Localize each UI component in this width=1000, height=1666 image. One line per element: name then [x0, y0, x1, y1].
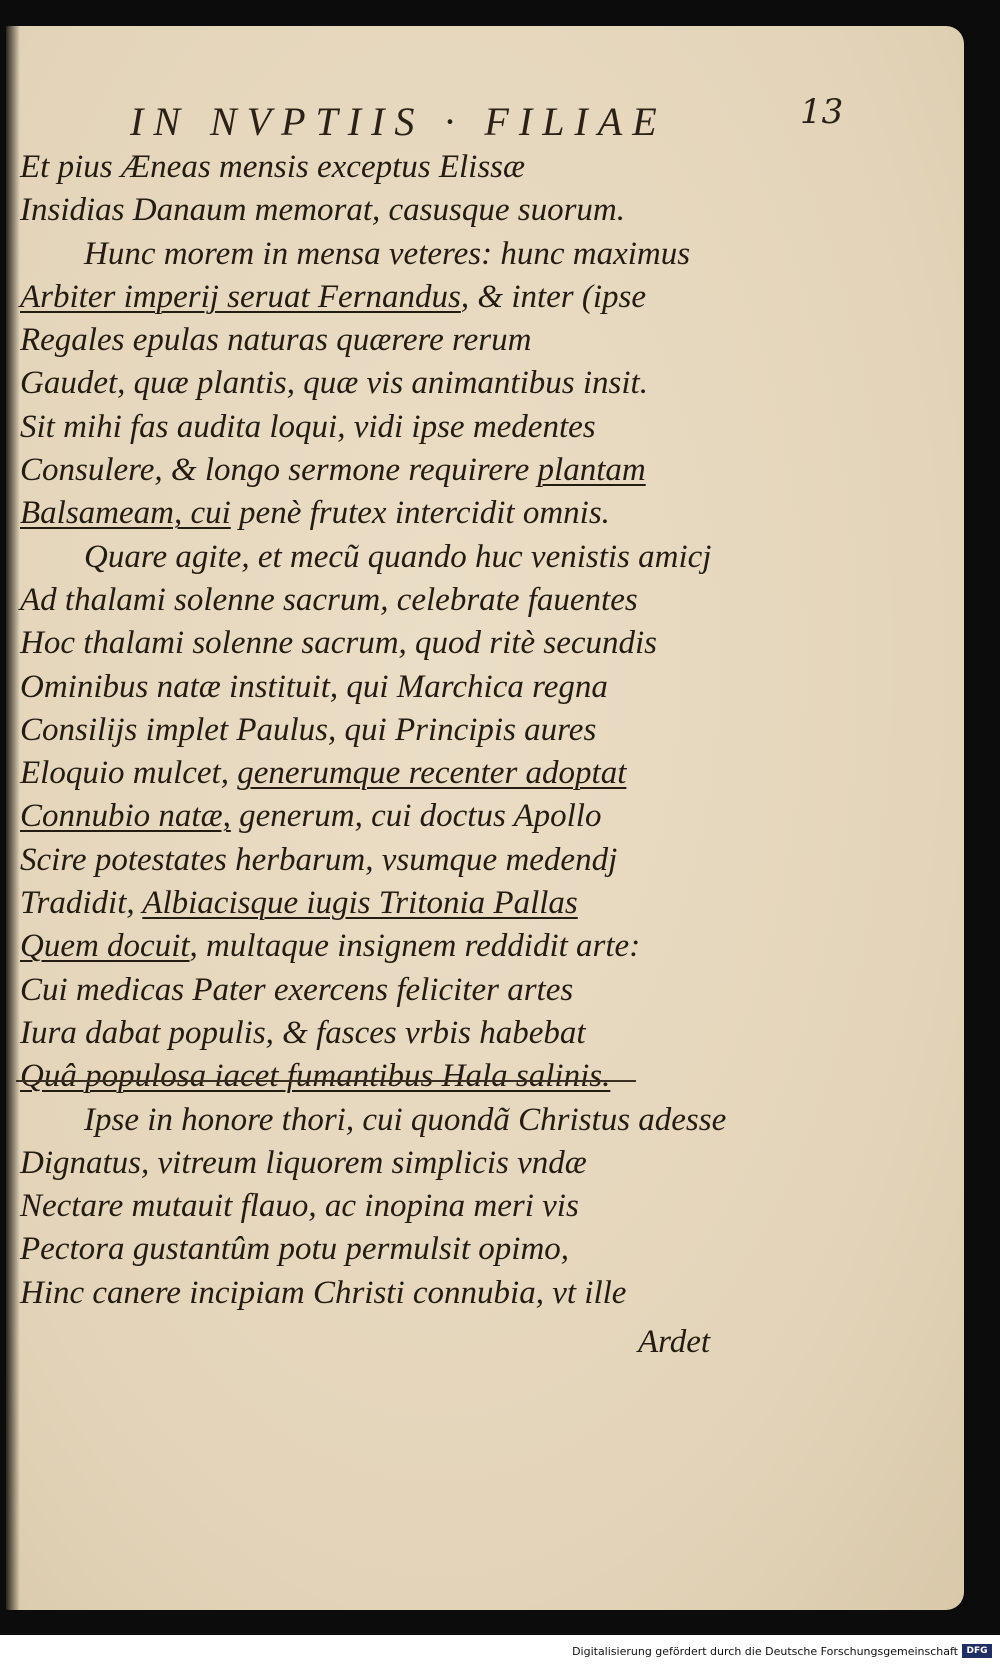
verse-line	[20, 276, 740, 319]
verse-text: Regales epulas naturas quærere rerum	[20, 322, 532, 359]
underlined-passage: Connubio natæ,	[20, 798, 231, 835]
verse-text: Hinc canere incipiam Christi connubia, vt ille	[20, 1274, 627, 1311]
verse-line	[20, 536, 740, 579]
verse-text: Pectora gustantûm potu permulsit opimo,	[20, 1231, 570, 1268]
verse-line	[20, 1012, 740, 1055]
verse-text: Et pius Æneas mensis exceptus Elissæ	[20, 149, 526, 185]
page-gutter	[6, 26, 20, 1610]
verse-line	[20, 1185, 740, 1228]
pencil-rule	[16, 1080, 636, 1082]
verse-text: Consilijs implet Paulus, qui Principis aures	[20, 711, 597, 748]
underlined-passage: plantam	[537, 452, 646, 489]
verse-line	[20, 233, 740, 276]
verse-line	[20, 882, 740, 925]
verse-text: Dignatus, vitreum liquorem simplicis vndæ	[20, 1144, 587, 1181]
verse-line	[20, 839, 740, 882]
catchword: Ardet	[638, 1324, 711, 1360]
verse-line	[20, 146, 740, 189]
verse-line	[20, 795, 740, 838]
underlined-passage: Arbiter imperij seruat Fernandus	[20, 278, 461, 315]
footer-bar	[0, 1640, 1000, 1666]
underlined-passage: generumque recenter adoptat	[237, 755, 627, 792]
verse-line	[20, 969, 740, 1012]
verse-line	[20, 1228, 740, 1271]
verse-text: Consulere, & longo sermone requirere	[20, 452, 538, 489]
verse-text: Tradidit,	[20, 885, 143, 922]
verse-line	[20, 752, 740, 795]
verse-line	[20, 189, 740, 232]
funding-credit: Digitalisierung gefördert durch die Deutsche Forschungsgemeinschaft	[572, 1645, 958, 1658]
verse-line	[20, 449, 740, 492]
verse-line	[20, 1099, 740, 1142]
verse-text: , & inter (ipse	[460, 278, 647, 315]
verse-text: Iura dabat populis, & fasces vrbis habebat	[20, 1014, 586, 1051]
verse-text: Gaudet, quæ plantis, quæ vis animantibus insit.	[20, 365, 648, 402]
verse-line	[20, 1272, 740, 1315]
verse-line	[20, 666, 740, 709]
verse-line	[20, 709, 740, 752]
verse-text: penè frutex intercidit omnis.	[230, 495, 610, 532]
underlined-passage: Balsameam, cui	[20, 495, 231, 532]
underlined-passage: Quâ populosa iacet fumantibus Hala salinis.	[20, 1058, 611, 1095]
dfg-logo: DFG	[962, 1644, 992, 1658]
verse-text: Ad thalami solenne sacrum, celebrate fauentes	[20, 581, 638, 618]
verse-line	[20, 579, 740, 622]
page-number: 13	[800, 92, 844, 132]
running-head: IN NVPTIIS · FILIAE	[130, 99, 667, 144]
verse-text: Cui medicas Pater exercens feliciter artes	[20, 971, 574, 1008]
verse-line	[20, 406, 740, 449]
verse-text: , multaque insignem reddidit arte:	[189, 928, 641, 965]
verse-text: Ipse in honore thori, cui quondã Christus adesse	[84, 1101, 727, 1138]
verse-text: Scire potestates herbarum, vsumque medendj	[20, 841, 618, 878]
verse-block	[20, 146, 740, 1315]
underlined-passage: Albiacisque iugis Tritonia Pallas	[142, 885, 578, 922]
underlined-passage: Quem docuit	[20, 928, 190, 965]
verse-text: Sit mihi fas audita loqui, vidi ipse medentes	[20, 408, 596, 445]
verse-text: generum, cui doctus Apollo	[230, 798, 602, 835]
verse-line	[20, 362, 740, 405]
verse-line	[20, 319, 740, 362]
verse-text: Nectare mutauit flauo, ac inopina meri vis	[20, 1188, 579, 1225]
verse-line	[20, 925, 740, 968]
verse-line	[20, 622, 740, 665]
verse-text: Eloquio mulcet,	[20, 755, 238, 792]
verse-text: Quare agite, et mecũ quando huc venistis amicj	[84, 538, 712, 575]
verse-text: Insidias Danaum memorat, casusque suorum.	[20, 192, 625, 229]
verse-line	[20, 1055, 740, 1098]
verse-text: Hoc thalami solenne sacrum, quod ritè secundis	[20, 625, 658, 662]
verse-line	[20, 1142, 740, 1185]
verse-line	[20, 492, 740, 535]
verse-text: Ominibus natæ instituit, qui Marchica regna	[20, 668, 608, 705]
verse-text: Hunc morem in mensa veteres: hunc maximus	[84, 235, 691, 272]
